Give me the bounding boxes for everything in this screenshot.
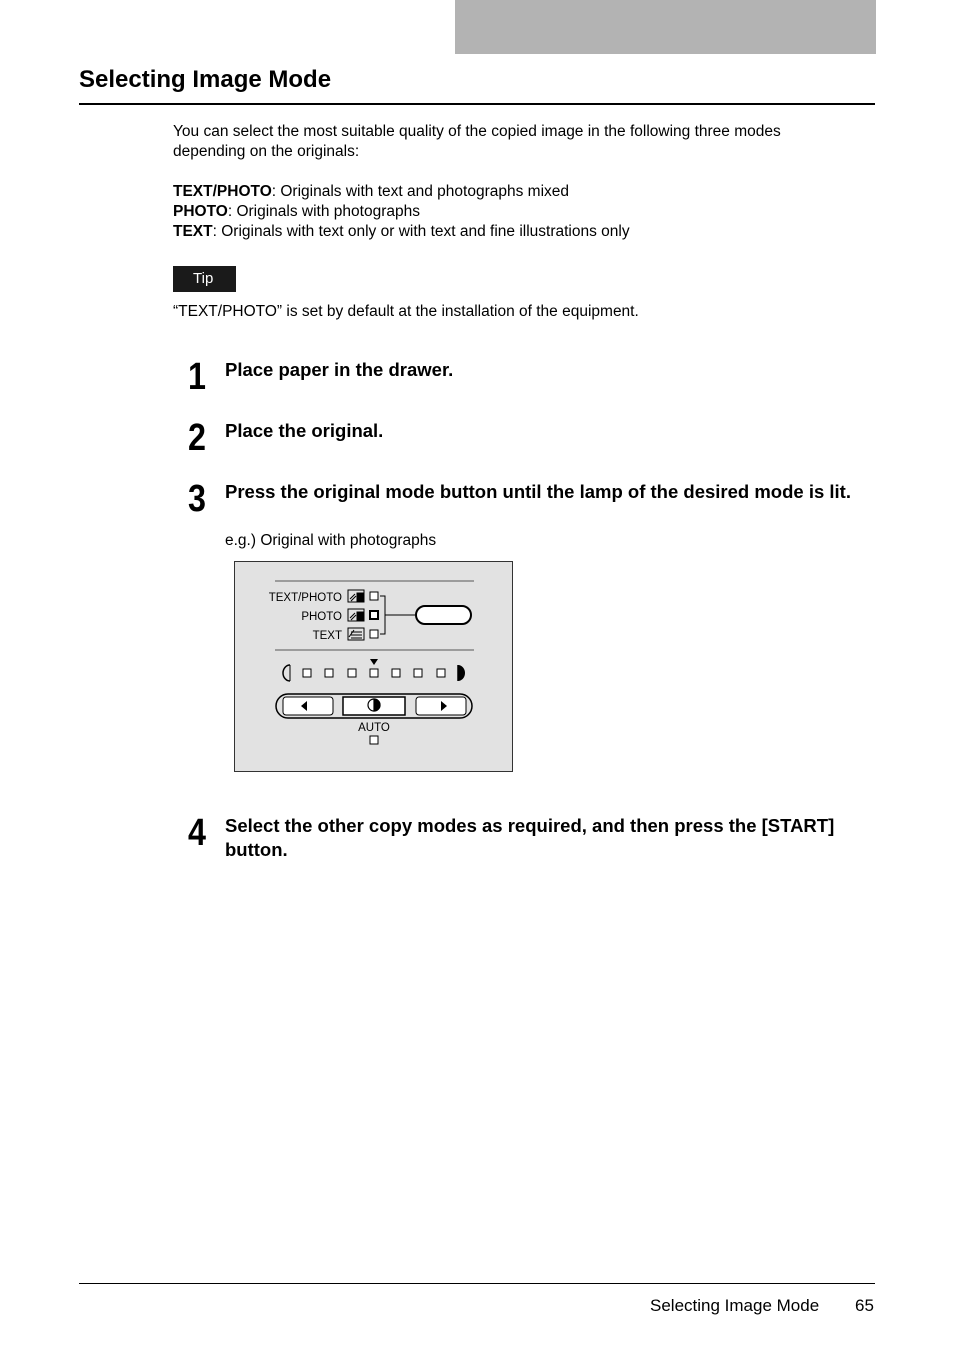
mode-item-text: TEXT: Originals with text only or with text and fine illustrations only	[173, 223, 630, 240]
lamp-text-photo	[370, 592, 378, 600]
lamp-text	[370, 630, 378, 638]
control-panel-illustration	[234, 561, 513, 772]
lamp-photo-lit	[370, 611, 378, 619]
auto-label: AUTO	[358, 722, 390, 734]
density-lamps	[303, 669, 445, 677]
control-panel-drawing	[235, 562, 512, 771]
lamp-bracket	[380, 596, 385, 634]
mode-item-photo: PHOTO: Originals with photographs	[173, 203, 420, 220]
step-text: Select the other copy modes as required, and then press the [START] button.	[225, 815, 835, 860]
step-text: Press the original mode button until the lamp of the desired mode is lit.	[225, 481, 851, 502]
step-text: Place paper in the drawer.	[225, 359, 454, 380]
step-number: 2	[188, 417, 206, 459]
page-title: Selecting Image Mode	[79, 66, 332, 93]
dark-density-icon	[458, 665, 465, 681]
mode-item-text-photo: TEXT/PHOTO: Originals with text and photographs mixed	[173, 183, 570, 200]
step-example: e.g.) Original with photographs	[225, 532, 437, 549]
footer-rule	[79, 1283, 875, 1284]
step-text: Place the original.	[225, 420, 384, 441]
auto-lamp	[370, 736, 378, 744]
density-pointer-icon	[370, 659, 378, 665]
tip-badge: Tip	[173, 266, 236, 292]
title-rule	[79, 103, 875, 105]
step-number: 4	[188, 812, 206, 854]
mode-list	[173, 182, 853, 242]
footer-section-title: Selecting Image Mode	[650, 1296, 820, 1315]
text-mode-icon	[348, 628, 364, 640]
intro-text: You can select the most suitable quality of the copied image in the following three modes depending on the originals:	[173, 123, 781, 160]
panel-label-text: TEXT	[312, 630, 342, 642]
text-photo-icon	[348, 590, 364, 602]
panel-label-text-photo: TEXT/PHOTO	[268, 592, 342, 604]
tip-text: “TEXT/PHOTO” is set by default at the installation of the equipment.	[173, 303, 639, 320]
photo-icon	[348, 609, 364, 621]
light-density-icon	[283, 665, 290, 681]
page-number: 65	[855, 1296, 874, 1315]
original-mode-button	[416, 606, 471, 624]
panel-label-photo: PHOTO	[301, 611, 342, 623]
step-number: 1	[188, 356, 206, 398]
lighter-button	[283, 697, 333, 715]
step-number: 3	[188, 478, 206, 520]
header-bar	[455, 0, 876, 54]
